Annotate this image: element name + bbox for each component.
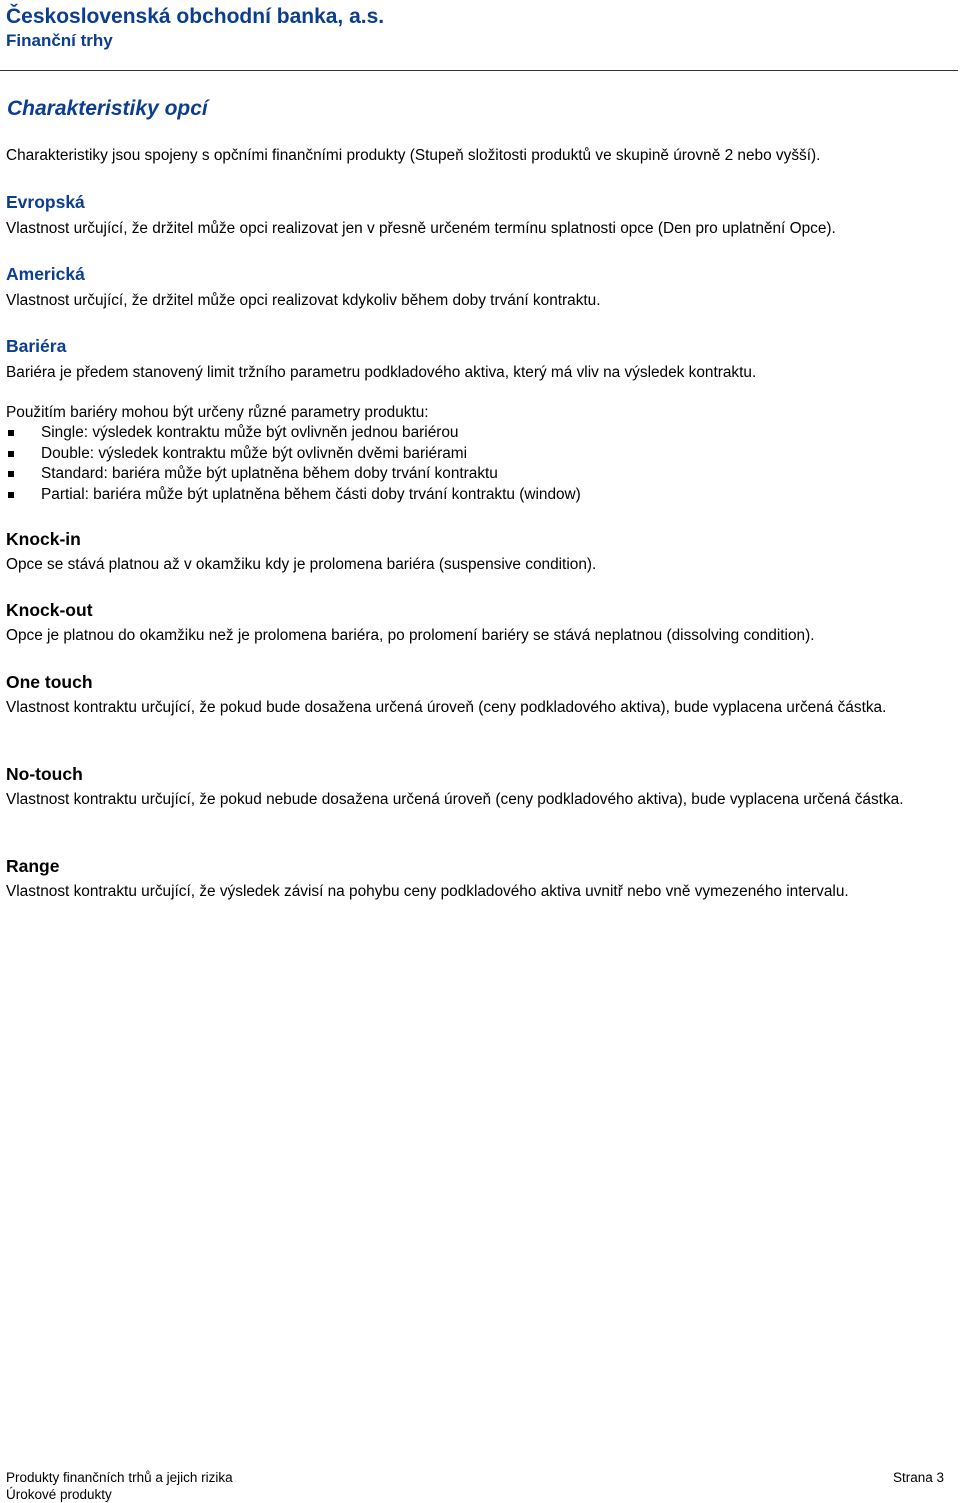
text-americka: Vlastnost určující, že držitel může opci realizovat kdykoliv během doby trvání kontraktu.	[6, 292, 601, 309]
heading-range: Range	[6, 856, 60, 876]
text-one-touch: Vlastnost kontraktu určující, že pokud bude dosažena určená úroveň (ceny podkladového aktiva), bude vyplacena určená částka.	[6, 699, 887, 716]
text-range: Vlastnost kontraktu určující, že výsledek závisí na pohybu ceny podkladového aktiva uvnitř nebo vně vymezeného intervalu.	[6, 883, 849, 900]
heading-evropska: Evropská	[6, 192, 85, 212]
list-item: Single: výsledek kontraktu může být ovlivněn jednou bariérou	[6, 423, 581, 444]
text-knock-in: Opce se stává platnou až v okamžiku kdy je prolomena bariéra (suspensive condition).	[6, 556, 597, 573]
header-company: Československá obchodní banka, a.s.	[6, 5, 385, 28]
text-no-touch: Vlastnost kontraktu určující, že pokud nebude dosažena určená úroveň (ceny podkladového aktiva), bude vyplacena určená částka.	[6, 791, 904, 808]
bullet-square-icon	[8, 471, 14, 477]
text-evropska: Vlastnost určující, že držitel může opci realizovat jen v přesně určeném termínu splatnosti opce (Den pro uplatnění Opce).	[6, 220, 836, 237]
bullet-square-icon	[8, 430, 14, 436]
list-item: Double: výsledek kontraktu může být ovlivněn dvěmi bariérami	[6, 444, 581, 465]
text-bariera: Bariéra je předem stanovený limit tržního parametru podkladového aktiva, který má vliv na výsledek kontraktu.	[6, 364, 757, 381]
text-knock-out: Opce je platnou do okamžiku než je prolomena bariéra, po prolomení bariéry se stává neplatnou (dissolving condition).	[6, 627, 815, 644]
page-title: Charakteristiky opcí	[7, 97, 208, 120]
list-item: Standard: bariéra může být uplatněna během doby trvání kontraktu	[6, 464, 581, 485]
header-divider	[0, 70, 958, 71]
footer-title: Produkty finančních trhů a jejich rizika	[6, 1470, 233, 1485]
header-department: Finanční trhy	[6, 31, 113, 50]
heading-knock-in: Knock-in	[6, 529, 81, 549]
intro-paragraph: Charakteristiky jsou spojeny s opčními finančními produkty (Stupeň složitosti produktů ve skupině úrovně 2 nebo vyšší).	[6, 147, 821, 164]
bullet-square-icon	[8, 492, 14, 498]
heading-one-touch: One touch	[6, 672, 93, 692]
page-number: Strana 3	[892, 1470, 944, 1485]
heading-americka: Americká	[6, 264, 85, 284]
bullet-square-icon	[8, 451, 14, 457]
footer-subtitle: Úrokové produkty	[6, 1487, 112, 1502]
list-item: Partial: bariéra může být uplatněna během části doby trvání kontraktu (window)	[6, 485, 581, 506]
heading-knock-out: Knock-out	[6, 600, 93, 620]
heading-bariera: Bariéra	[6, 336, 67, 356]
barrier-params-intro: Použitím bariéry mohou být určeny různé parametry produktu:	[6, 404, 429, 421]
barrier-params-list	[6, 423, 581, 505]
heading-no-touch: No-touch	[6, 764, 83, 784]
